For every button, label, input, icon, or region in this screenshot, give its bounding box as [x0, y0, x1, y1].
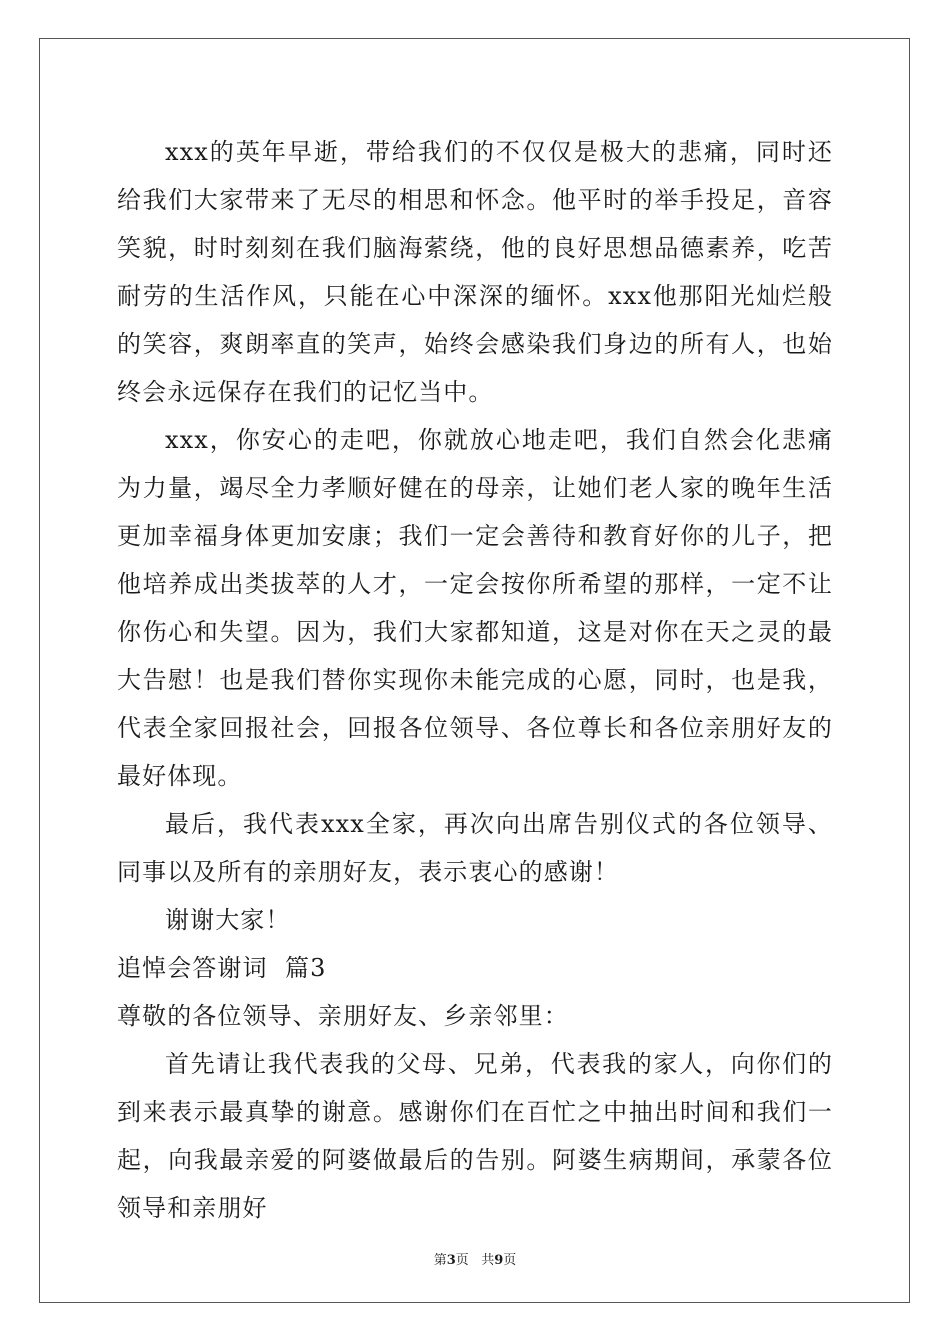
page-prefix: 第	[433, 1253, 447, 1268]
salutation: 尊敬的各位领导、亲朋好友、乡亲邻里：	[117, 1002, 569, 1030]
paragraph-1: xxx的英年早逝，带给我们的不仅仅是极大的悲痛，同时还给我们大家带来了无尽的相思和怀念。他平时的举手投足，音容笑貌，时时刻刻在我们脑海萦绕，他的良好思想品德素养，吃苦耐劳的生活作风，只能在心中深深的缅怀。xxx他那阳光灿烂般的笑容，爽朗率直的笑声，始终会感染我们身边的所有人，也始终会永远保存在我们的记忆当中。	[117, 138, 833, 406]
paragraph-4: 谢谢大家！	[165, 906, 291, 934]
document-body	[117, 128, 833, 1232]
page-suffix: 页	[455, 1253, 469, 1268]
total-prefix: 共	[481, 1253, 495, 1268]
page-current: 3	[446, 1253, 456, 1268]
section-paragraph-1: 首先请让我代表我的父母、兄弟，代表我的家人，向你们的到来表示最真挚的谢意。感谢你们在百忙之中抽出时间和我们一起，向我最亲爱的阿婆做最后的告别。阿婆生病期间，承蒙各位领导和亲朋好	[117, 1050, 833, 1222]
page-total: 9	[494, 1253, 504, 1268]
paragraph-2: xxx，你安心的走吧，你就放心地走吧，我们自然会化悲痛为力量，竭尽全力孝顺好健在的母亲，让她们老人家的晚年生活更加幸福身体更加安康；我们一定会善待和教育好你的儿子，把他培养成出类拔萃的人才，一定会按你所希望的那样，一定不让你伤心和失望。因为，我们大家都知道，这是对你在天之灵的最大告慰！也是我们替你实现你未能完成的心愿，同时，也是我，代表全家回报社会，回报各位领导、各位尊长和各位亲朋好友的最好体现。	[117, 426, 833, 790]
section-title: 追悼会答谢词 篇3	[117, 954, 327, 982]
total-suffix: 页	[503, 1253, 517, 1268]
page-footer	[0, 1249, 950, 1268]
paragraph-3: 最后，我代表xxx全家，再次向出席告别仪式的各位领导、同事以及所有的亲朋好友，表示衷心的感谢！	[117, 810, 833, 886]
